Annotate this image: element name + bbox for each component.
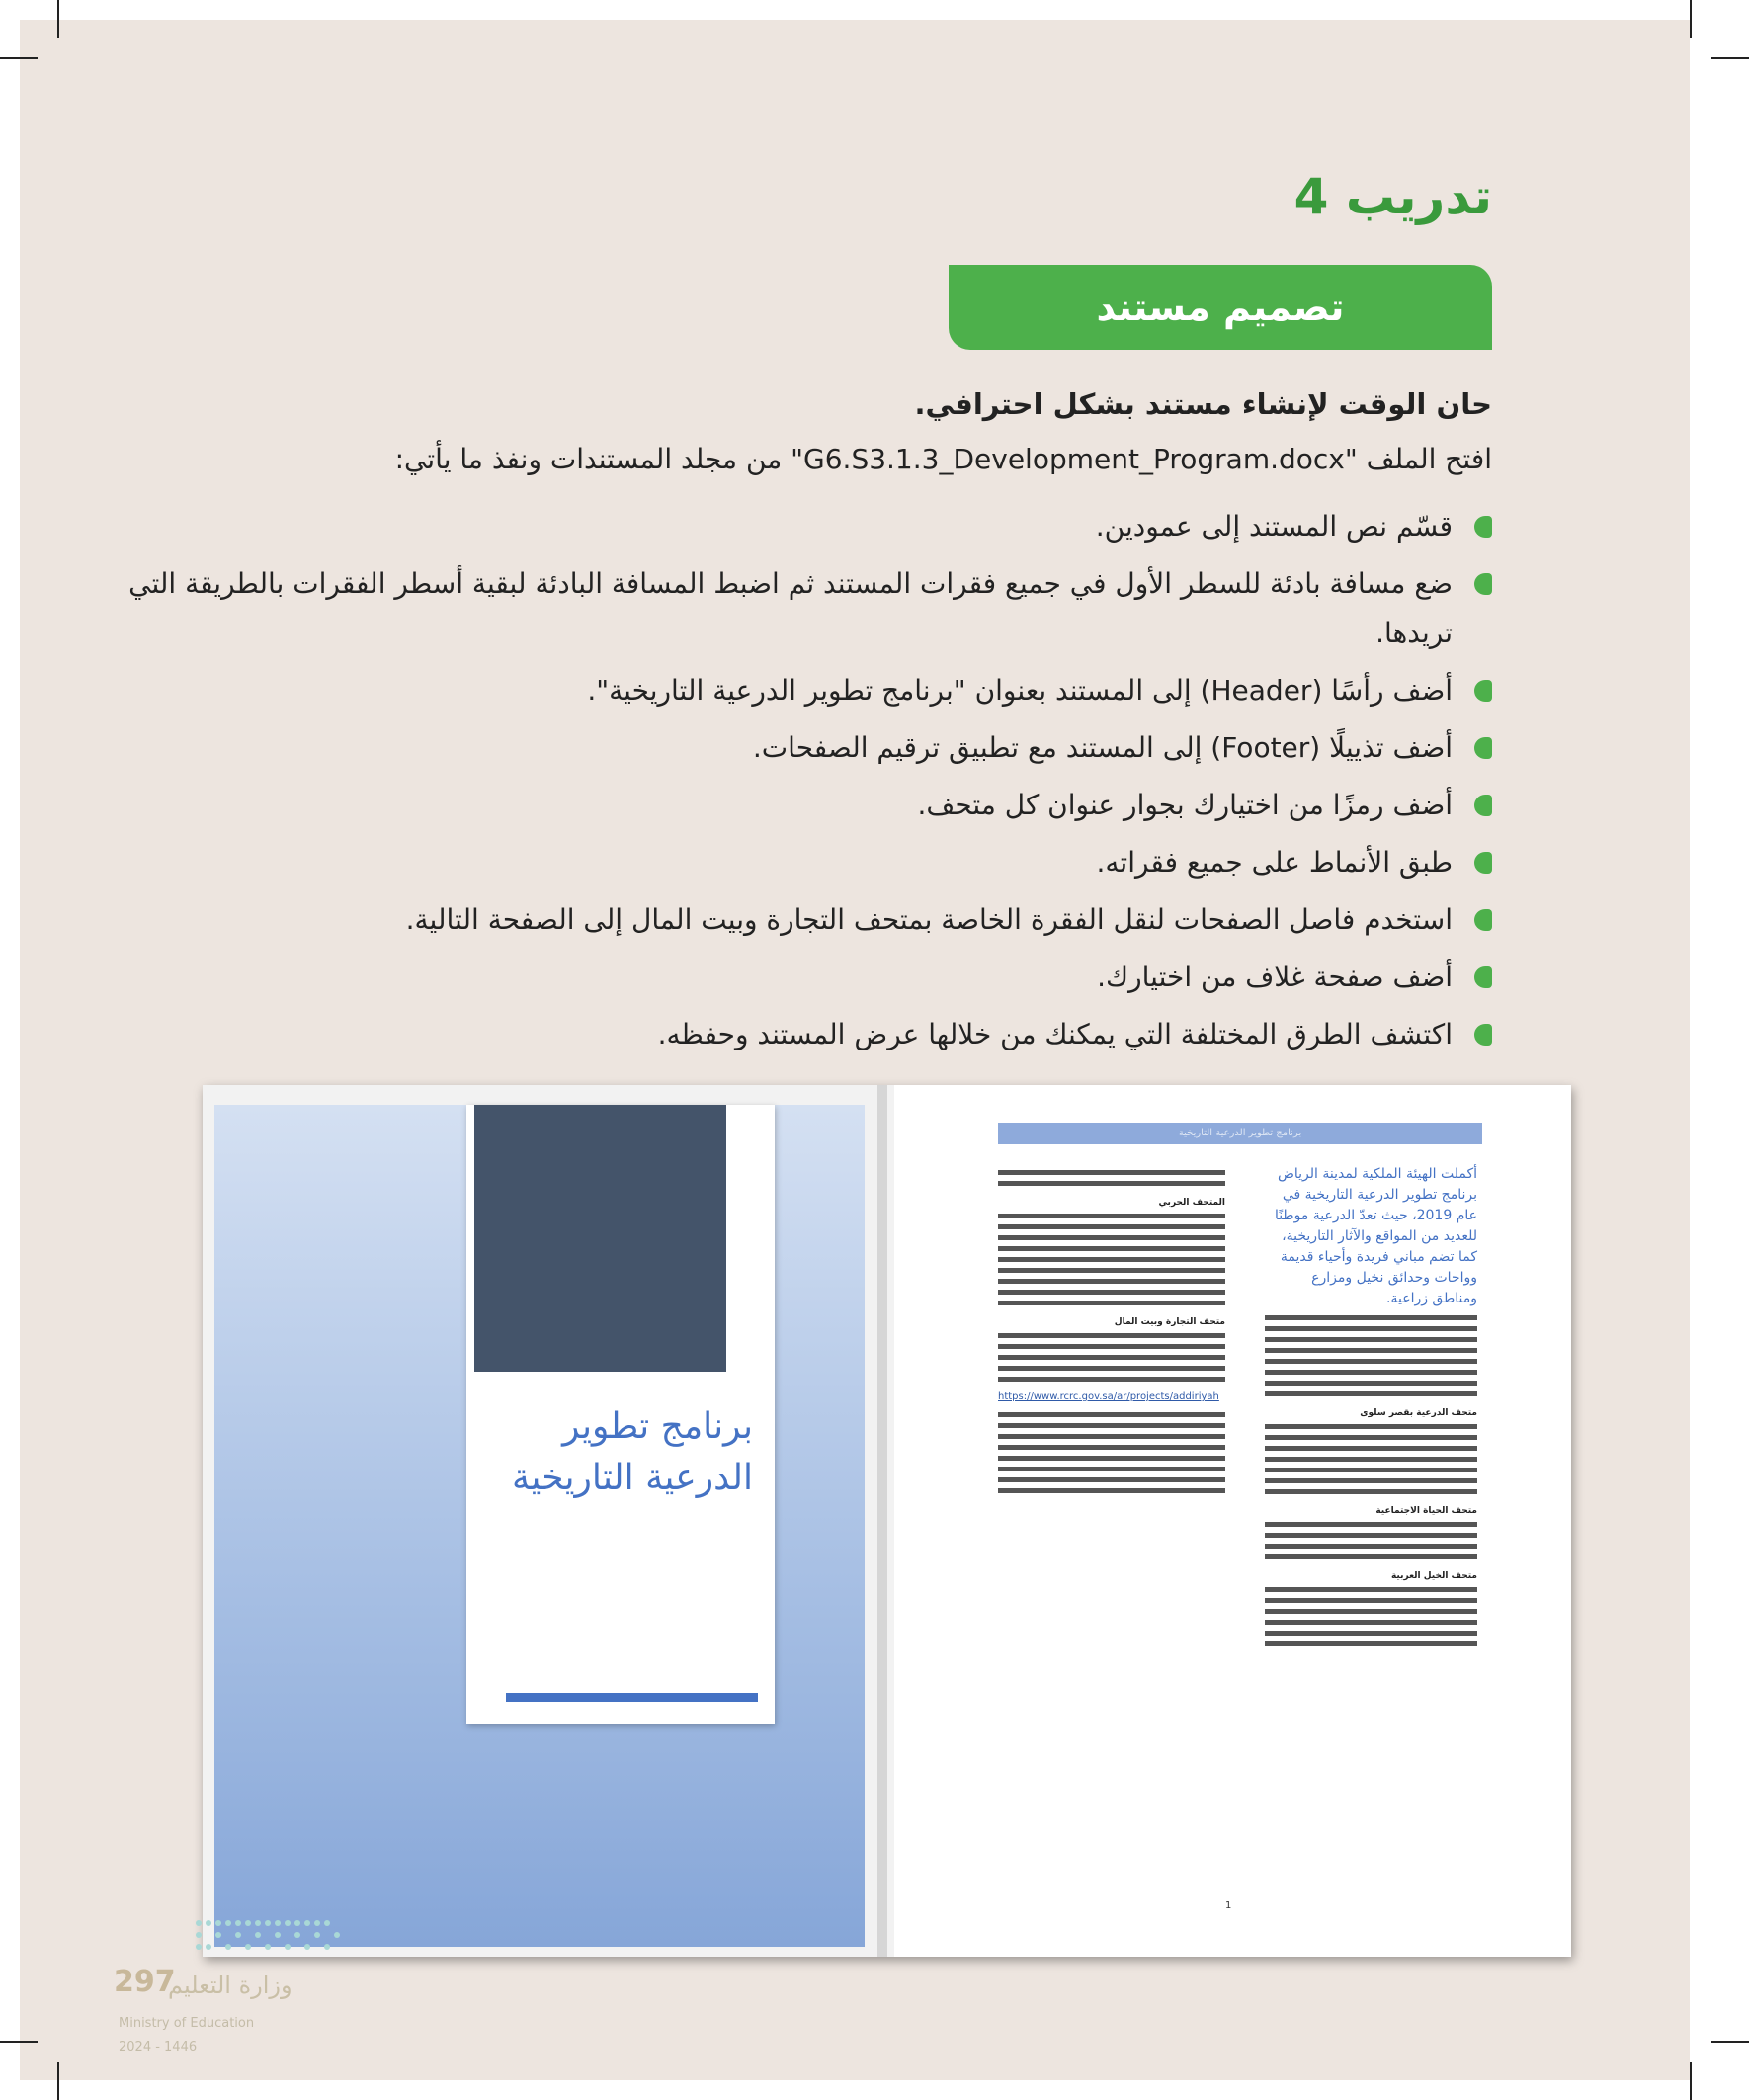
text-line (1265, 1435, 1477, 1440)
text-line (1265, 1391, 1477, 1396)
lead-paragraph: أكملت الهيئة الملكية لمدينة الرياض برنامج تطوير الدرعية التاريخية في عام 2019، حيث تعدّ الدرعية موطنًا للعديد من المواقع والآثار التاريخية، كما تضم مباني فريدة وأحياء قديمة وواحات وحدائق نخيل ومزارع ومناطق زراعية. (1274, 1166, 1477, 1306)
open-file-instruction: افتح الملف "G6.S3.1.3_Development_Program.docx" من مجلد المستندات ونفذ ما يأتي: (394, 443, 1492, 475)
text-line (1265, 1381, 1477, 1386)
cover-title: برنامج تطوير الدرعية التاريخية (512, 1406, 753, 1498)
step-text: قسّم نص المستند إلى عمودين. (1095, 510, 1453, 543)
text-line (1265, 1337, 1477, 1342)
text-line (998, 1301, 1225, 1305)
text-line (998, 1268, 1225, 1273)
bullet-icon (1474, 737, 1492, 759)
text-line (1265, 1598, 1477, 1603)
cover-page (214, 1105, 865, 1947)
cover-card (466, 1105, 775, 1724)
bullet-icon (1474, 966, 1492, 988)
step-item (109, 723, 1492, 773)
step-text: استخدم فاصل الصفحات لنقل الفقرة الخاصة بمتحف التجارة وبيت المال إلى الصفحة التالية. (405, 903, 1453, 936)
page-number: 297 (114, 1965, 176, 1999)
bullet-icon (1474, 795, 1492, 816)
text-line (998, 1477, 1225, 1482)
text-line (998, 1456, 1225, 1461)
text-line (1265, 1315, 1477, 1320)
step-item (109, 559, 1492, 658)
step-text: اكتشف الطرق المختلفة التي يمكنك من خلالها عرض المستند وحفظه. (657, 1018, 1453, 1050)
text-line (1265, 1457, 1477, 1462)
text-line (1265, 1446, 1477, 1451)
text-line (998, 1279, 1225, 1284)
step-text: أضف رأسًا (Header) إلى المستند بعنوان "برنامج تطوير الدرعية التاريخية". (587, 674, 1453, 707)
text-line (998, 1235, 1225, 1240)
text-line (1265, 1620, 1477, 1625)
text-line (1265, 1468, 1477, 1472)
text-line (1265, 1554, 1477, 1559)
cover-dark-block (474, 1105, 726, 1372)
step-item (109, 1010, 1492, 1059)
museum-link[interactable]: https://www.rcrc.gov.sa/ar/projects/addiriyah (998, 1391, 1219, 1402)
bullet-icon (1474, 516, 1492, 538)
step-item (109, 781, 1492, 830)
text-line (998, 1467, 1225, 1471)
text-line (998, 1355, 1225, 1360)
text-line (998, 1290, 1225, 1295)
museum-heading: متحف الحياة الاجتماعية (1375, 1506, 1477, 1516)
textbook-page (20, 20, 1690, 2080)
text-line (1265, 1370, 1477, 1375)
crop-mark (1690, 0, 1692, 38)
step-text: طبق الأنماط على جميع فقراته. (1096, 846, 1453, 879)
section-banner: تصميم مستند (949, 265, 1492, 350)
document-preview (203, 1085, 1571, 1957)
crop-mark (1711, 2041, 1749, 2043)
doc-header: برنامج تطوير الدرعية التاريخية (998, 1123, 1482, 1144)
ministry-name-ar: وزارة التعليم (168, 1972, 292, 1999)
text-line (1265, 1544, 1477, 1549)
text-line (998, 1445, 1225, 1450)
bullet-icon (1474, 1024, 1492, 1046)
step-text: أضف رمزًا من اختيارك بجوار عنوان كل متحف. (917, 789, 1453, 821)
text-line (998, 1333, 1225, 1338)
ministry-logo-dots-icon (193, 1917, 341, 1962)
page-divider (877, 1085, 887, 1957)
step-text: ضع مسافة بادئة للسطر الأول في جميع فقرات المستند ثم اضبط المسافة البادئة لبقية أسطر الفقرات بالطريقة التي تريدها. (128, 567, 1453, 649)
text-line (1265, 1478, 1477, 1483)
crop-mark (1690, 2062, 1692, 2100)
text-line (998, 1412, 1225, 1417)
doc-column-right (1265, 1164, 1477, 1652)
text-line (1265, 1641, 1477, 1646)
text-line (998, 1344, 1225, 1349)
steps-list (109, 502, 1492, 1067)
doc-column-left (998, 1164, 1225, 1499)
text-line (998, 1423, 1225, 1428)
step-item (109, 838, 1492, 887)
crop-mark (0, 57, 38, 59)
text-line (998, 1224, 1225, 1229)
museum-heading: متحف الدرعية بقصر سلوى (1360, 1408, 1477, 1418)
text-line (1265, 1424, 1477, 1429)
museum-heading: المتحف الحربي (1158, 1198, 1225, 1208)
crop-mark (57, 0, 59, 38)
text-line (998, 1181, 1225, 1186)
edition-year: 2024 - 1446 (119, 2040, 198, 2055)
intro-text: حان الوقت لإنشاء مستند بشكل احترافي. (914, 387, 1492, 421)
text-line (1265, 1348, 1477, 1353)
text-line (1265, 1522, 1477, 1527)
bullet-icon (1474, 909, 1492, 931)
doc-page-number: 1 (1225, 1900, 1232, 1911)
text-line (998, 1214, 1225, 1218)
text-line (998, 1434, 1225, 1439)
text-line (1265, 1533, 1477, 1538)
step-item (109, 502, 1492, 551)
crop-mark (1711, 57, 1749, 59)
cover-accent-bar (506, 1693, 758, 1702)
text-line (1265, 1326, 1477, 1331)
step-text: أضف تذييلًا (Footer) إلى المستند مع تطبيق ترقيم الصفحات. (752, 731, 1453, 764)
crop-mark (0, 2041, 38, 2043)
ministry-name-en: Ministry of Education (119, 2016, 255, 2031)
text-line (1265, 1609, 1477, 1614)
step-item (109, 953, 1492, 1002)
text-line (998, 1366, 1225, 1371)
text-line (1265, 1489, 1477, 1494)
text-line (998, 1170, 1225, 1175)
step-text: أضف صفحة غلاف من اختيارك. (1097, 961, 1453, 993)
text-line (998, 1246, 1225, 1251)
bullet-icon (1474, 852, 1492, 874)
crop-mark (57, 2062, 59, 2100)
document-page (894, 1085, 1571, 1957)
text-line (1265, 1631, 1477, 1636)
museum-heading: متحف التجارة وبيت المال (1114, 1317, 1225, 1327)
text-line (1265, 1587, 1477, 1592)
text-line (998, 1257, 1225, 1262)
text-line (1265, 1359, 1477, 1364)
bullet-icon (1474, 573, 1492, 595)
text-line (998, 1377, 1225, 1382)
exercise-title: تدريب 4 (1293, 168, 1492, 225)
museum-heading: متحف الخيل العربية (1390, 1571, 1477, 1581)
text-line (998, 1488, 1225, 1493)
step-item (109, 666, 1492, 715)
step-item (109, 895, 1492, 945)
bullet-icon (1474, 680, 1492, 702)
